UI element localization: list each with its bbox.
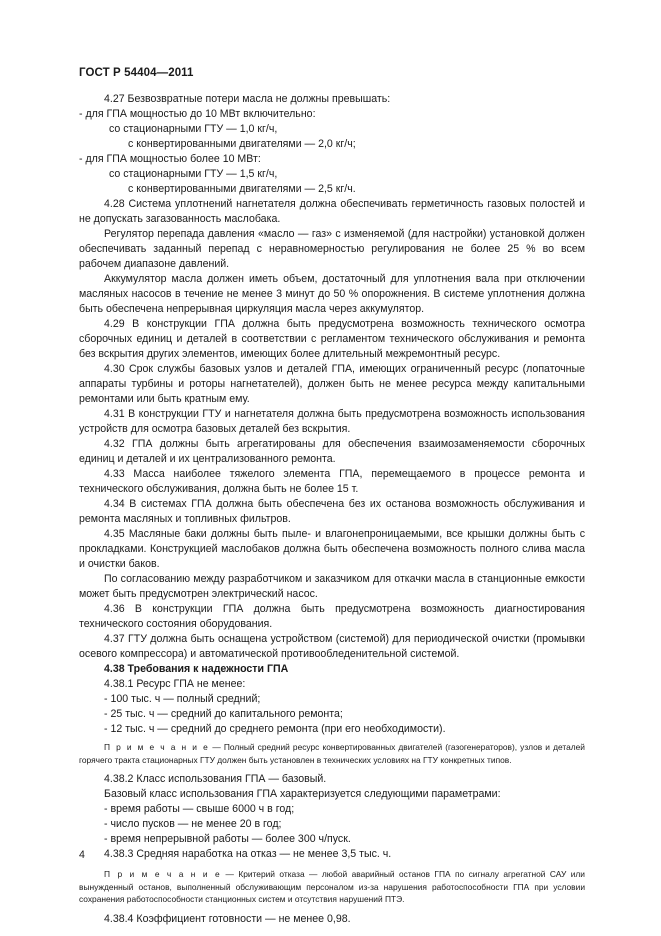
clause-4-38-4: 4.38.4 Коэффициент готовности — не менее 0,98. (104, 912, 351, 925)
clause-4-29: 4.29 В конструкции ГПА должна быть предусмотрена возможность технического осмотра сборочных единиц и деталей в соответствии с регламентом технического обслуживания и ремонта без вскрытия других элементов, имеющих более длительный межремонтный ресурс. (79, 318, 585, 360)
note-1 (79, 741, 585, 766)
document-header: ГОСТ Р 54404—2011 (79, 67, 194, 79)
list-item: - для ГПА мощностью более 10 МВт: (79, 153, 261, 165)
clause-4-38-3: 4.38.3 Средняя наработка на отказ — не менее 3,5 тыс. ч. (104, 848, 392, 860)
clause-4-35: 4.35 Масляные баки должны быть пыле- и влагонепроницаемыми, все крышки должны быть с прокладками. Конструкцией маслобаков должна быть обеспечена возможность полного слива масла и очистки баков. (79, 528, 585, 570)
list-item: с конвертированными двигателями — 2,0 кг/ч; (128, 138, 356, 150)
list-item: - 100 тыс. ч — полный средний; (104, 693, 261, 705)
clause-4-38-2: 4.38.2 Класс использования ГПА — базовый. (104, 773, 327, 785)
clause-4-38-1: 4.38.1 Ресурс ГПА не менее: (104, 678, 246, 690)
paragraph-regulator: Регулятор перепада давления «масло — газ» с изменяемой (для настройки) установкой должен обеспечивать заданный перепад с неравномерностью регулирования не более 25 % во всем рабочем диапазоне давлений. (79, 228, 585, 270)
list-item: - 25 тыс. ч — средний до капитального ремонта; (104, 708, 343, 720)
list-item: со стационарными ГТУ — 1,0 кг/ч, (109, 123, 278, 135)
list-item: со стационарными ГТУ — 1,5 кг/ч, (109, 168, 278, 180)
paragraph-accumulator: Аккумулятор масла должен иметь объем, достаточный для уплотнения вала при отключении масляных насосов в течение не менее 3 минут до 50 % опорожнения. В системе уплотнения должна быть обеспечена непрерывная циркуляция масла через аккумулятор. (79, 273, 585, 315)
list-item: - время непрерывной работы — более 300 ч/пуск. (104, 833, 351, 845)
list-item: - 12 тыс. ч — средний до среднего ремонта (при его необходимости). (104, 723, 446, 735)
list-item: с конвертированными двигателями — 2,5 кг/ч. (128, 183, 356, 195)
section-heading-4-38: 4.38 Требования к надежности ГПА (104, 663, 289, 675)
clause-4-27: 4.27 Безвозвратные потери масла не должны превышать: (104, 93, 391, 105)
page-number: 4 (79, 849, 85, 861)
paragraph-base-class: Базовый класс использования ГПА характеризуется следующими параметрами: (104, 788, 501, 800)
note-text: — Полный средний ресурс конвертированных двигателей (газогенераторов), узлов и деталей горячего тракта стационарных ГТУ должен быть установлен в технических условиях на ГТУ конкретных типов. (79, 742, 585, 765)
clause-4-37: 4.37 ГТУ должна быть оснащена устройством (системой) для периодической очистки (промывки осевого компрессора) и автоматической противообледенительной системой. (79, 633, 585, 660)
note-text: — Критерий отказа — любой аварийный останов ГПА по сигналу агрегатной САУ или вынужденный останов, выполненный обслуживающим персоналом из-за нарушения работоспособности ГПА при условии сохранения работоспособности станционных систем и отсутствия нарушений ПТЭ. (79, 869, 585, 904)
list-item: - число пусков — не менее 20 в год; (104, 818, 282, 830)
clause-4-33: 4.33 Масса наиболее тяжелого элемента ГПА, перемещаемого в процессе ремонта и технического обслуживания, должна быть не более 15 т. (79, 468, 585, 495)
clause-4-32: 4.32 ГПА должны быть агрегатированы для обеспечения взаимозаменяемости сборочных единиц и деталей и их централизованного ремонта. (79, 438, 585, 465)
clause-4-34: 4.34 В системах ГПА должна быть обеспечена без их останова возможность обслуживания и ремонта масляных и топливных фильтров. (79, 498, 585, 525)
clause-4-30: 4.30 Срок службы базовых узлов и деталей ГПА, имеющих ограниченный ресурс (лопаточные аппараты турбины и роторы нагнетателей), должен быть не менее ресурса между капитальными ремонтами или быть кратным ему. (79, 363, 585, 405)
paragraph-agreement: По согласованию между разработчиком и заказчиком для откачки масла в станционные емкости может быть предусмотрен электрический насос. (79, 573, 585, 600)
clause-4-36: 4.36 В конструкции ГПА должна быть предусмотрена возможность диагностирования технического состояния оборудования. (79, 603, 585, 630)
clause-4-28: 4.28 Система уплотнений нагнетателя должна обеспечивать герметичность газовых полостей и не допускать загазованность маслобака. (79, 198, 585, 225)
note-label: П р и м е ч а н и е (104, 742, 210, 752)
list-item: - время работы — свыше 6000 ч в год; (104, 803, 295, 815)
list-item: - для ГПА мощностью до 10 МВт включительно: (79, 108, 316, 120)
note-label: П р и м е ч а н и е (104, 869, 222, 879)
clause-4-31: 4.31 В конструкции ГТУ и нагнетателя должна быть предусмотрена возможность использования устройств для осмотра базовых деталей без вскрытия. (79, 408, 585, 435)
note-2 (79, 868, 585, 906)
document-body (79, 92, 585, 927)
